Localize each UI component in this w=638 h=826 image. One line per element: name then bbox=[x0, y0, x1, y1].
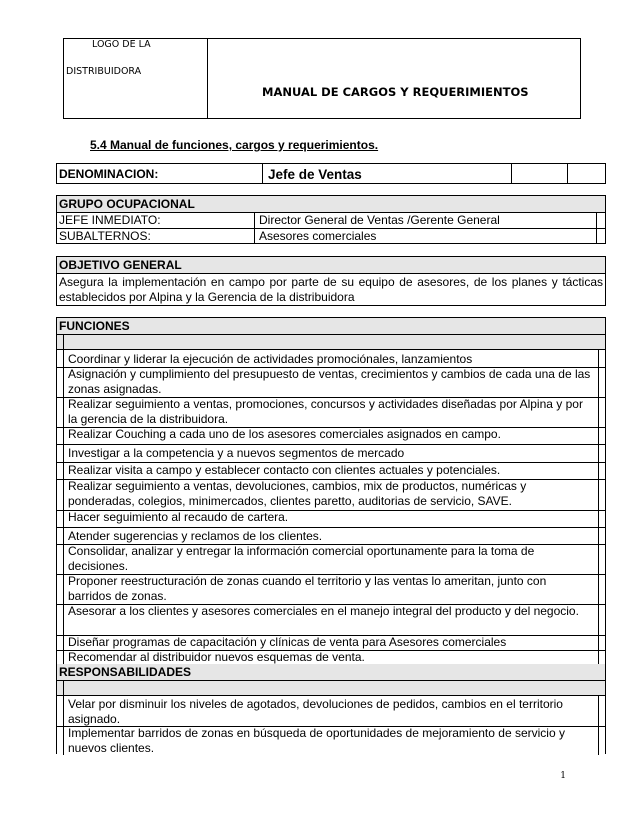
funciones-heading: FUNCIONES bbox=[59, 319, 130, 333]
denominacion-table bbox=[56, 163, 606, 184]
subalternos-label: SUBALTERNOS: bbox=[59, 229, 151, 243]
funcion-item: Investigar a la competencia y a nuevos segmentos de mercado bbox=[57, 444, 605, 463]
jefe-inmediato-value: Director General de Ventas /Gerente General bbox=[259, 213, 500, 227]
section-title: 5.4 Manual de funciones, cargos y requerimientos. bbox=[90, 138, 379, 152]
objetivo-general-table bbox=[56, 256, 606, 306]
funcion-item: Proponer reestructuración de zonas cuando el territorio y las ventas lo ameritan, junto con barridos de zonas. bbox=[57, 574, 605, 605]
funcion-item: Atender sugerencias y reclamos de los clientes. bbox=[57, 527, 605, 545]
responsabilidades-heading: RESPONSABILIDADES bbox=[59, 665, 192, 679]
objetivo-general-text: Asegura la implementación en campo por parte de su equipo de asesores, de los planes y tácticas establecidos por Alpina y la Gerencia de la distribuidora bbox=[59, 275, 603, 304]
grupo-ocupacional-heading: GRUPO OCUPACIONAL bbox=[59, 197, 195, 211]
logo-text-line2: DISTRIBUIDORA bbox=[66, 66, 142, 77]
denominacion-label: DENOMINACION: bbox=[59, 167, 159, 181]
jefe-inmediato-label: JEFE INMEDIATO: bbox=[59, 213, 161, 227]
responsabilidad-item: Velar por disminuir los niveles de agotados, devoluciones de pedidos, cambios en el territorio asignado. bbox=[57, 696, 605, 727]
logo-text-line1: LOGO DE LA bbox=[92, 39, 151, 50]
page-number: 1 bbox=[560, 771, 566, 781]
funcion-item: Realizar seguimiento a ventas, devoluciones, cambios, mix de productos, numéricas y ponderadas, colegios, minimercados, clientes paretto, auditorias de servicio, SAVE. bbox=[57, 479, 605, 511]
funcion-item: Hacer seguimiento al recaudo de cartera. bbox=[57, 510, 605, 528]
funcion-item: Realizar Couching a cada uno de los asesores comerciales asignados en campo. bbox=[57, 427, 605, 445]
subalternos-value: Asesores comerciales bbox=[259, 229, 377, 243]
funcion-item: Asesorar a los clientes y asesores comerciales en el manejo integral del producto y del negocio. bbox=[57, 604, 605, 636]
objetivo-general-heading: OBJETIVO GENERAL bbox=[59, 258, 182, 272]
funcion-item: Asignación y cumplimiento del presupuesto de ventas, crecimientos y cambios de cada una de las zonas asignadas. bbox=[57, 367, 605, 398]
funcion-item: Consolidar, analizar y entregar la información comercial oportunamente para la toma de decisiones. bbox=[57, 544, 605, 575]
funcion-item: Realizar seguimiento a ventas, promociones, concursos y actividades diseñadas por Alpina y por la gerencia de la distribuidora. bbox=[57, 397, 605, 428]
responsabilidad-item: Implementar barridos de zonas en búsqueda de oportunidades de mejoramiento de servicio y nuevos clientes. bbox=[57, 726, 605, 755]
grupo-ocupacional-table bbox=[56, 195, 606, 244]
funciones-table bbox=[56, 317, 606, 754]
funcion-item: Diseñar programas de capacitación y clínicas de venta para Asesores comerciales bbox=[57, 635, 605, 651]
logo-placeholder bbox=[64, 39, 208, 118]
funcion-item: Coordinar y liderar la ejecución de actividades promociónales, lanzamientos bbox=[57, 350, 605, 368]
denominacion-value: Jefe de Ventas bbox=[268, 167, 362, 182]
funcion-item: Realizar visita a campo y establecer contacto con clientes actuales y potenciales. bbox=[57, 462, 605, 480]
document-header bbox=[63, 38, 581, 119]
funcion-item: Recomendar al distribuidor nuevos esquemas de venta. bbox=[57, 650, 605, 664]
manual-title: MANUAL DE CARGOS Y REQUERIMIENTOS bbox=[262, 85, 529, 99]
